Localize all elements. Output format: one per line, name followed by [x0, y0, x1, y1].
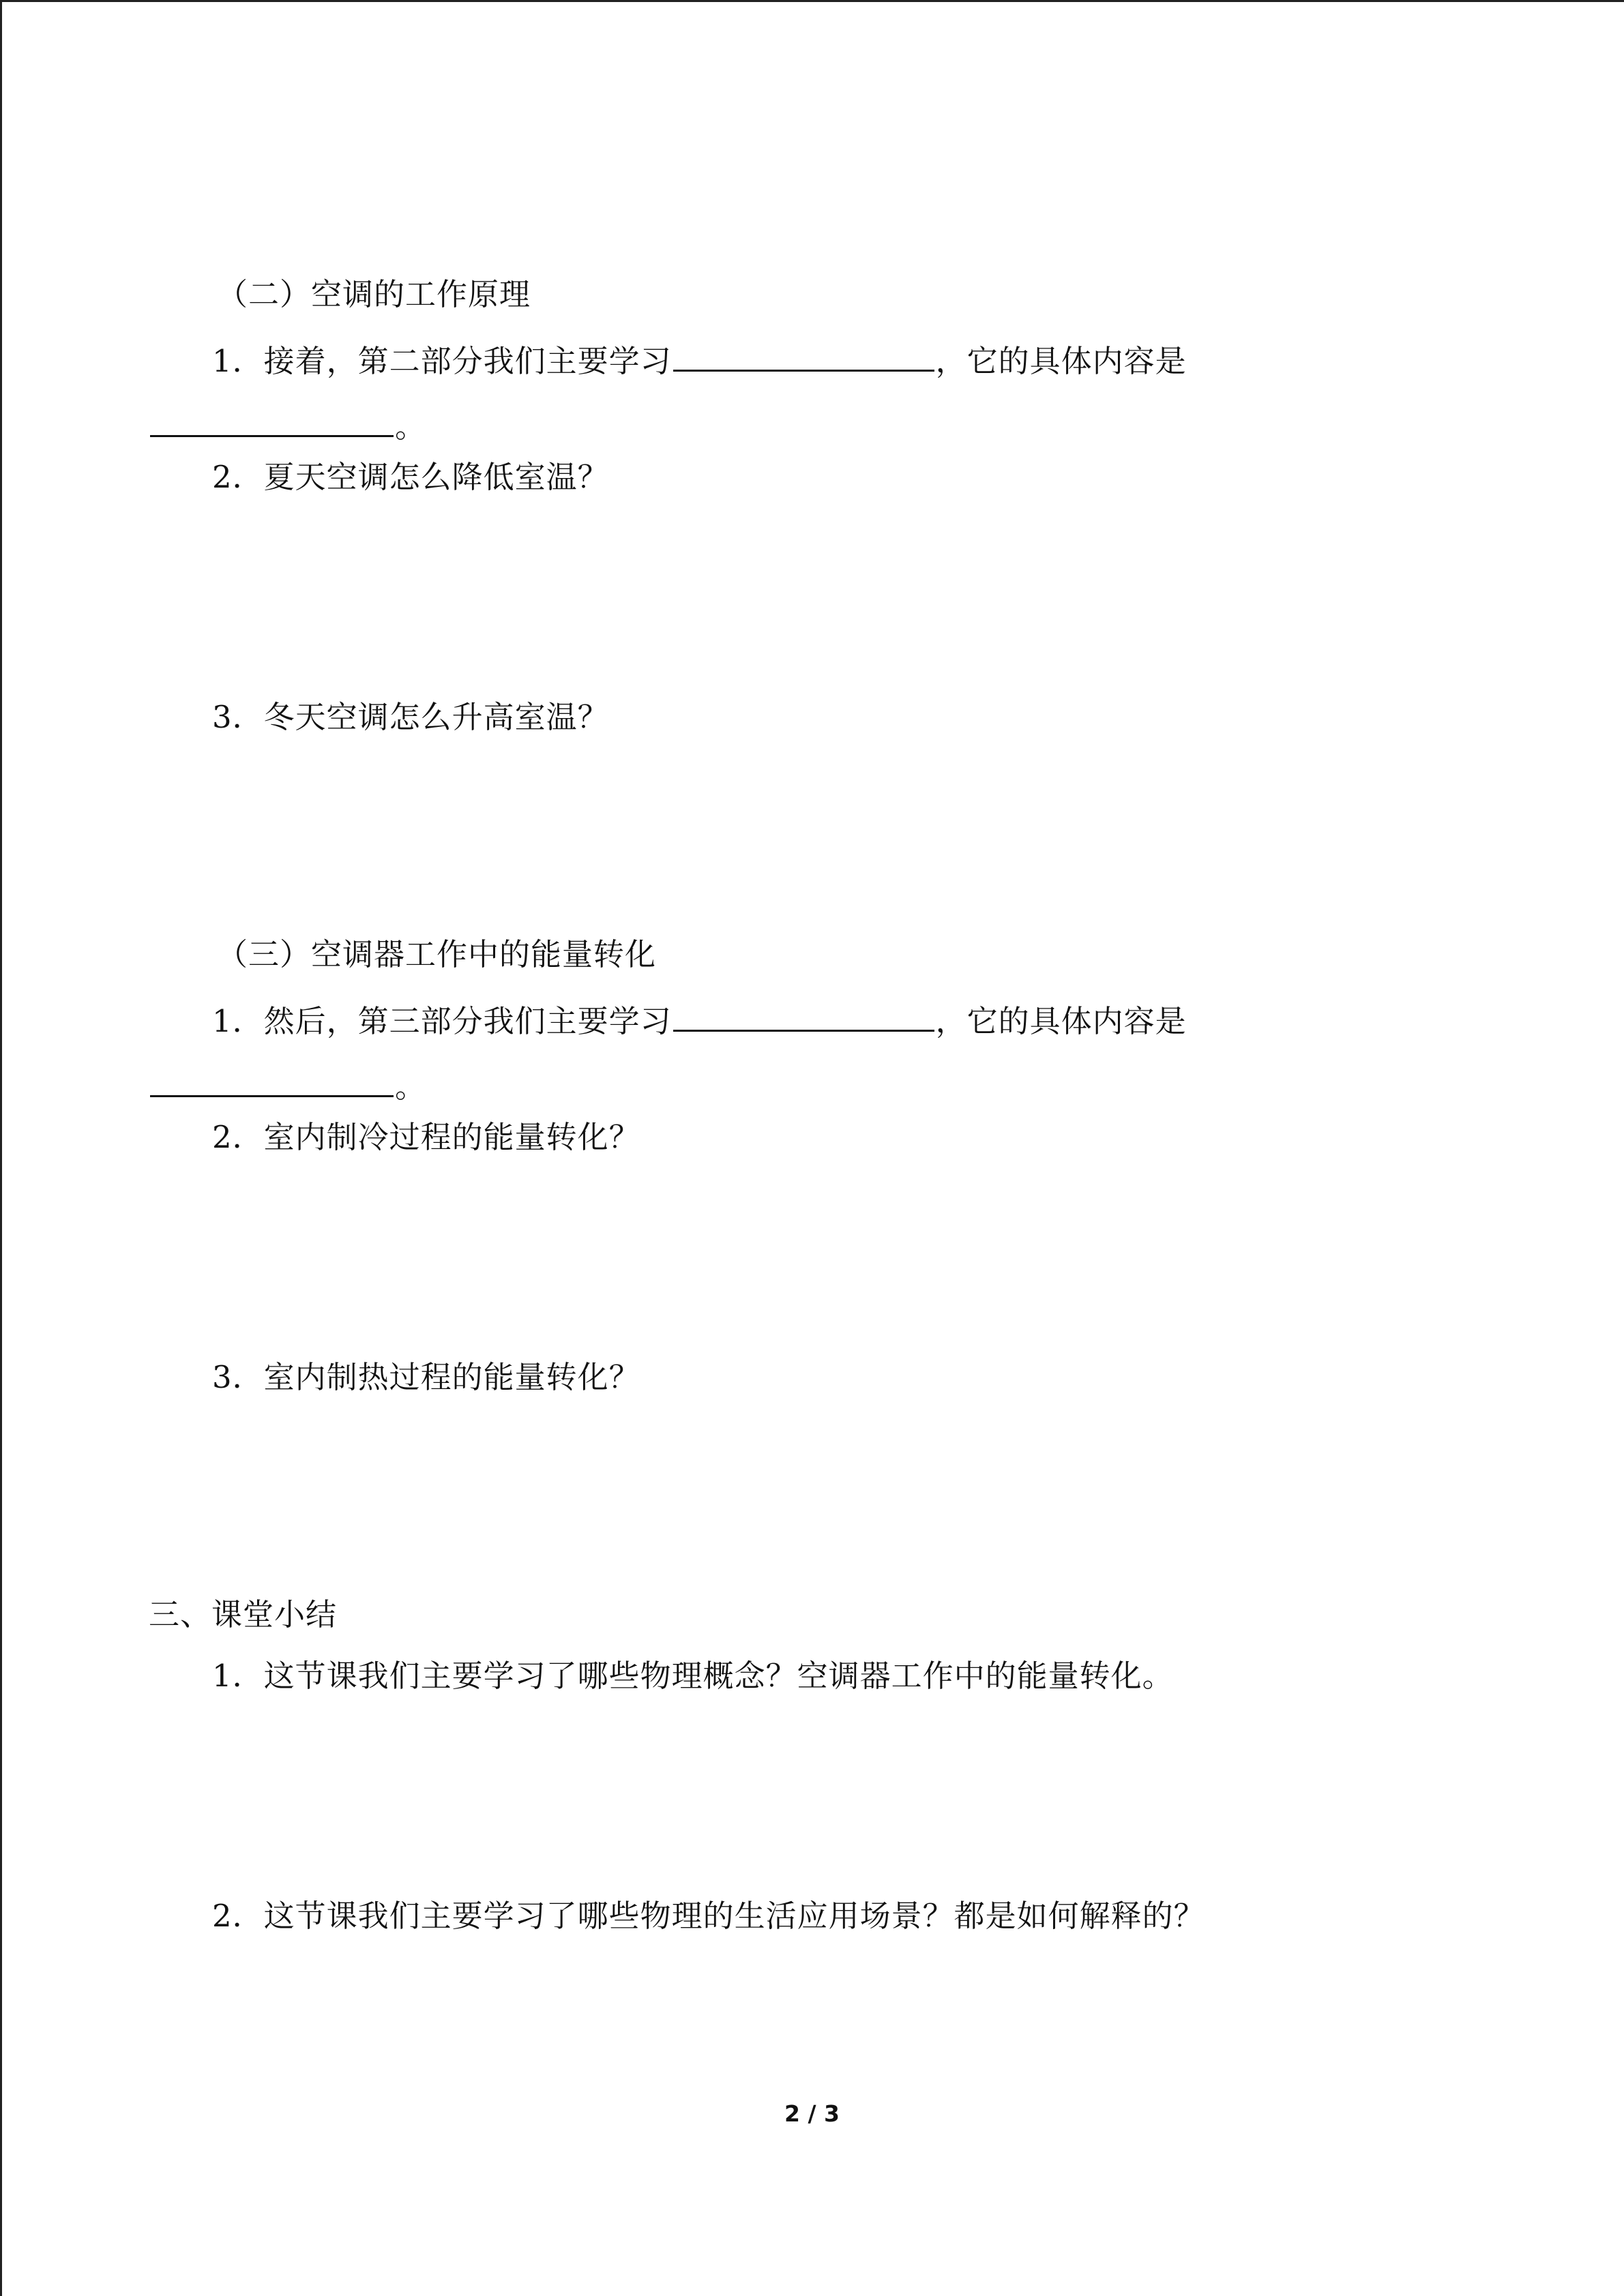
section2-question1-prefix: 1．接着，第二部分我们主要学习: [212, 343, 672, 379]
section3-question1-line1: [212, 996, 1187, 1042]
section2-topic-blank[interactable]: [673, 336, 934, 372]
section3-question1-line2: [149, 1061, 426, 1107]
section3-question1-middle: ，它的具体内容是: [935, 1003, 1187, 1039]
section2-question1-line1: [212, 336, 1187, 382]
section3-heading: （三）空调器工作中的能量转化: [217, 936, 657, 972]
section3-topic-blank[interactable]: [673, 996, 934, 1032]
section3-question1-suffix: 。: [395, 1069, 427, 1105]
summary-question1: 1．这节课我们主要学习了哪些物理概念？空调器工作中的能量转化。: [212, 1658, 1174, 1694]
section3-question3: 3．室内制热过程的能量转化？: [212, 1359, 640, 1395]
section2-question3: 3．冬天空调怎么升高室温？: [212, 699, 609, 735]
page-number: 2 / 3: [784, 2100, 840, 2127]
summary-heading: 三、课堂小结: [149, 1596, 338, 1632]
section2-heading: （二）空调的工作原理: [217, 276, 531, 312]
section2-content-blank[interactable]: [150, 401, 394, 437]
section2-question1-suffix: 。: [395, 408, 427, 445]
section2-question1-middle: ，它的具体内容是: [935, 343, 1187, 379]
section3-question2: 2．室内制冷过程的能量转化？: [212, 1119, 640, 1155]
page-top-border: [0, 0, 1624, 2]
page-left-border: [0, 0, 2, 2296]
section2-question1-line2: [149, 401, 426, 447]
section3-question1-prefix: 1．然后，第三部分我们主要学习: [212, 1003, 672, 1039]
section2-question2: 2．夏天空调怎么降低室温？: [212, 459, 609, 495]
summary-question2: 2．这节课我们主要学习了哪些物理的生活应用场景？都是如何解释的？: [212, 1898, 1205, 1934]
section3-content-blank[interactable]: [150, 1061, 394, 1097]
